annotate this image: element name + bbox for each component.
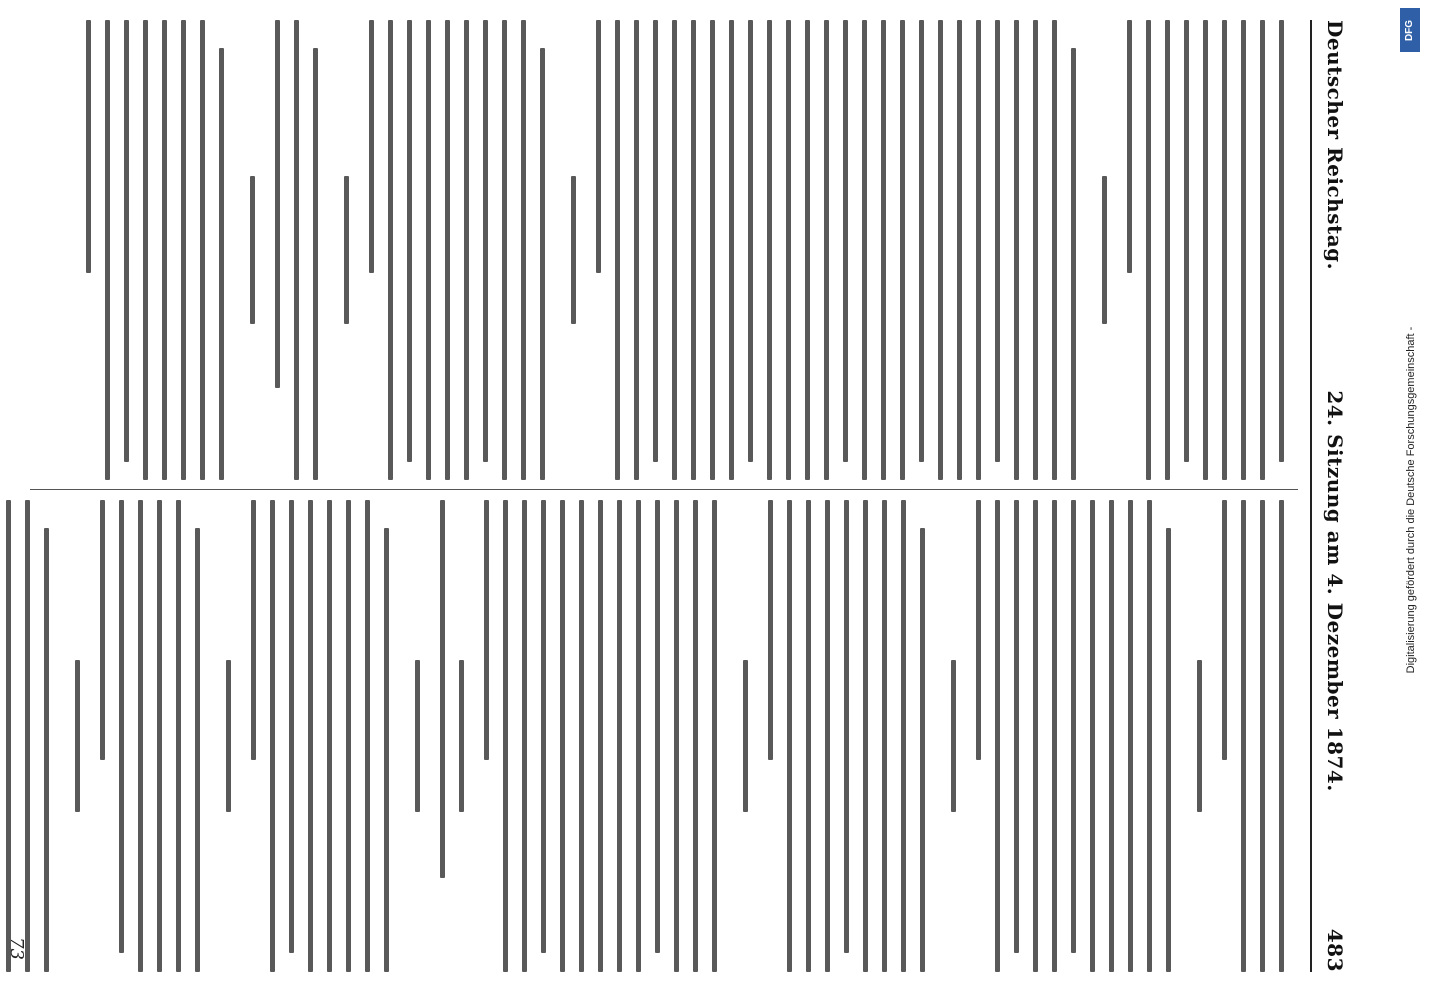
text-line (691, 20, 696, 480)
text-line (1052, 500, 1057, 972)
text-line (270, 500, 275, 972)
header-rule (1310, 20, 1312, 972)
text-line (25, 500, 30, 972)
text-line (502, 20, 507, 480)
text-line (195, 528, 200, 972)
text-line (560, 500, 565, 972)
text-line (787, 500, 792, 972)
text-line (1014, 20, 1019, 480)
text-column-left (26, 20, 1298, 480)
column-divider (30, 489, 1298, 490)
text-line (484, 500, 489, 760)
text-line (1146, 20, 1151, 480)
text-line (571, 176, 576, 323)
text-line (162, 20, 167, 480)
text-line (1241, 20, 1246, 480)
text-line (503, 500, 508, 972)
text-line (674, 500, 679, 972)
text-line (805, 20, 810, 480)
text-line (1071, 48, 1076, 480)
text-line (124, 20, 129, 462)
text-line (1071, 500, 1076, 953)
text-line (844, 500, 849, 953)
text-line (521, 20, 526, 480)
text-line (1260, 20, 1265, 480)
text-line (748, 20, 753, 462)
text-line (483, 20, 488, 462)
text-line (1102, 176, 1107, 323)
text-line (767, 20, 772, 480)
text-column-right (26, 500, 1298, 972)
running-header (1318, 20, 1352, 972)
text-line (119, 500, 124, 953)
text-line (919, 20, 924, 462)
text-line (369, 20, 374, 273)
text-line (901, 500, 906, 972)
text-line (250, 176, 255, 323)
text-line (459, 660, 464, 811)
credit-text: Digitalisierung gefördert durch die Deutsche Forschungsgemeinschaft - (1405, 326, 1417, 674)
text-line (920, 528, 925, 972)
text-line (1052, 20, 1057, 480)
text-line (86, 20, 91, 273)
text-line (440, 500, 445, 878)
text-line (308, 500, 313, 972)
text-line (407, 20, 412, 462)
text-line (181, 20, 186, 480)
text-line (806, 500, 811, 972)
text-line (344, 176, 349, 323)
text-line (346, 500, 351, 972)
text-line (1128, 500, 1133, 972)
text-line (1184, 20, 1189, 462)
text-line (426, 20, 431, 480)
text-line (617, 500, 622, 972)
text-line (693, 500, 698, 972)
text-line (863, 500, 868, 972)
text-line (951, 660, 956, 811)
text-line (634, 20, 639, 480)
text-line (712, 500, 717, 972)
text-line (289, 500, 294, 953)
text-line (1279, 500, 1284, 972)
text-line (143, 20, 148, 480)
text-line (1279, 20, 1284, 462)
page-number: 483 (1323, 928, 1347, 972)
text-line (598, 500, 603, 972)
signature-mark: 73 (6, 937, 27, 960)
text-line (313, 48, 318, 480)
text-line (995, 20, 1000, 462)
text-line (44, 528, 49, 972)
text-line (251, 500, 256, 760)
text-line (1165, 20, 1170, 480)
text-line (219, 48, 224, 480)
text-line (710, 20, 715, 480)
text-line (976, 20, 981, 480)
text-line (1014, 500, 1019, 953)
text-line (6, 500, 11, 972)
dfg-logo-text: DFG (1404, 19, 1416, 41)
text-line (105, 20, 110, 480)
text-line (655, 500, 660, 953)
text-line (957, 20, 962, 480)
text-line (615, 20, 620, 480)
text-line (176, 500, 181, 972)
text-line (275, 20, 280, 388)
text-line (522, 500, 527, 972)
text-line (327, 500, 332, 972)
text-line (1241, 500, 1246, 972)
text-line (1033, 20, 1038, 480)
digitization-credit (1394, 0, 1428, 1000)
text-line (138, 500, 143, 972)
text-line (388, 20, 393, 480)
text-line (768, 500, 773, 760)
text-line (743, 660, 748, 811)
text-line (976, 500, 981, 760)
text-line (1260, 500, 1265, 972)
text-line (672, 20, 677, 480)
text-line (1203, 20, 1208, 480)
text-line (824, 20, 829, 480)
text-line (1090, 500, 1095, 972)
text-line (540, 48, 545, 480)
text-line (541, 500, 546, 953)
text-line (995, 500, 1000, 972)
text-line (579, 500, 584, 972)
session-date: 24. Sitzung am 4. Dezember 1874. (1323, 390, 1347, 792)
text-line (881, 20, 886, 480)
text-line (1197, 660, 1202, 811)
text-line (75, 660, 80, 811)
text-line (1033, 500, 1038, 972)
text-line (1127, 20, 1132, 273)
text-line (729, 20, 734, 480)
text-line (786, 20, 791, 480)
text-line (1222, 500, 1227, 760)
text-line (1222, 20, 1227, 480)
text-line (100, 500, 105, 760)
publication-title: Deutscher Reichstag. (1323, 20, 1347, 271)
text-line (862, 20, 867, 480)
text-line (200, 20, 205, 480)
text-line (900, 20, 905, 480)
text-line (365, 500, 370, 972)
text-line (653, 20, 658, 462)
text-line (1109, 500, 1114, 972)
text-line (445, 20, 450, 480)
text-line (882, 500, 887, 972)
text-line (157, 500, 162, 972)
text-line (464, 20, 469, 480)
text-line (294, 20, 299, 480)
text-line (384, 528, 389, 972)
text-line (636, 500, 641, 972)
text-line (938, 20, 943, 480)
text-line (1147, 500, 1152, 972)
text-line (1166, 528, 1171, 972)
text-line (825, 500, 830, 972)
text-line (843, 20, 848, 462)
text-line (415, 660, 420, 811)
text-line (226, 660, 231, 811)
text-line (596, 20, 601, 273)
